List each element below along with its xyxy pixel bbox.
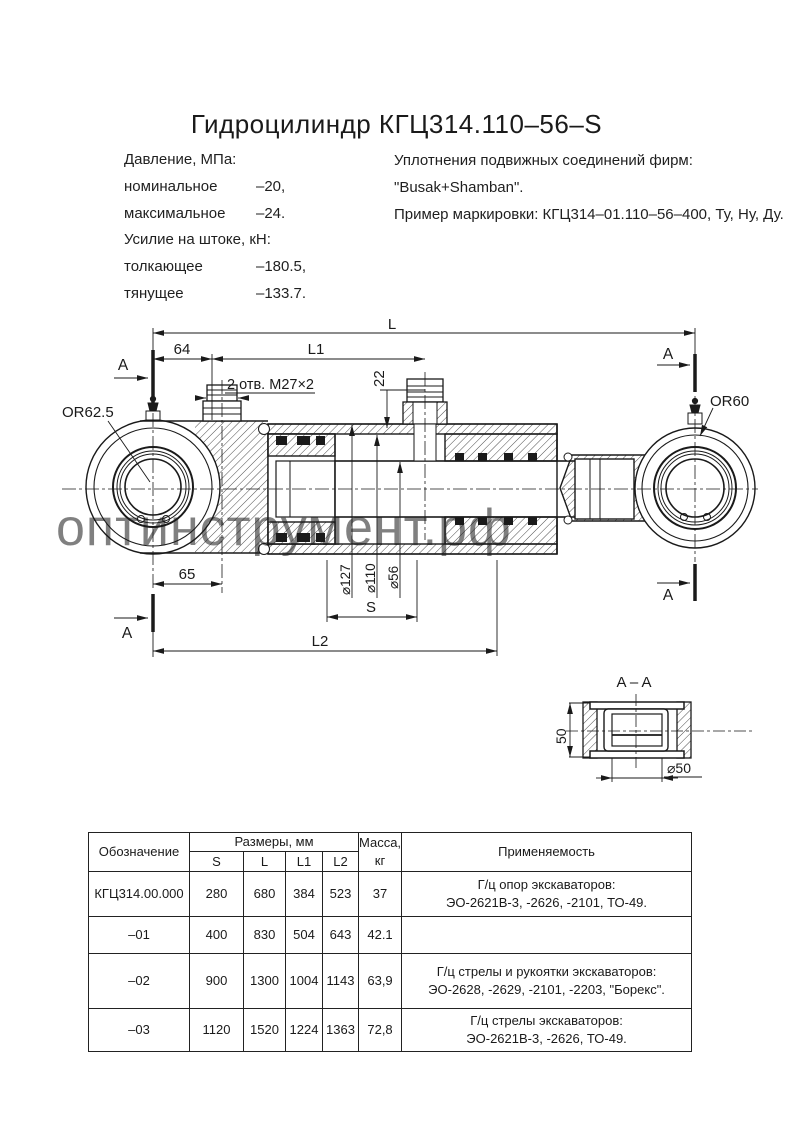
cell-l: 1300 <box>244 954 286 1009</box>
cell-designation: –02 <box>89 954 190 1009</box>
col-header-l: L <box>244 852 286 872</box>
dim-L1-label: L1 <box>307 341 325 358</box>
cell-l2: 643 <box>323 917 359 954</box>
col-header-l2: L2 <box>323 852 359 872</box>
size-table <box>88 832 692 1052</box>
table-row <box>89 917 692 954</box>
section-mark-letter: A <box>121 625 133 642</box>
col-header-mass: Масса, кг <box>359 833 402 872</box>
dim-22-label: 22 <box>371 370 388 387</box>
dim-64-label: 64 <box>173 341 191 358</box>
cell-designation: –01 <box>89 917 190 954</box>
or-right-label: OR60 <box>710 393 750 410</box>
or-left-label: OR62.5 <box>62 404 114 421</box>
cell-s: 1120 <box>190 1009 244 1052</box>
section-mark-letter: A <box>662 346 674 363</box>
dia-127-label: ⌀127 <box>338 564 353 595</box>
section-mark-letter: A <box>117 357 129 374</box>
cell-mass: 63,9 <box>359 954 402 1009</box>
spec-value: –24. <box>256 204 286 222</box>
ports-label: 2 отв. М27×2 <box>227 377 314 393</box>
cell-mass: 72,8 <box>359 1009 402 1052</box>
col-header-l1: L1 <box>286 852 323 872</box>
col-header-application: Применяемость <box>402 833 692 872</box>
cell-application <box>402 917 692 954</box>
cell-l1: 1224 <box>286 1009 323 1052</box>
col-header-designation: Обозначение <box>89 833 190 872</box>
cell-l2: 1363 <box>323 1009 359 1052</box>
force-header: Усилие на штоке, кН: <box>124 231 271 249</box>
dim-50-label: 50 <box>553 728 569 744</box>
section-mark-letter: A <box>662 587 674 604</box>
cell-application: Г/ц стрелы экскаваторов: ЭО-2621В-3, -2626, ТО-49. <box>402 1009 692 1052</box>
spec-label: номинальное <box>124 177 218 195</box>
dim-65-label: 65 <box>178 566 196 583</box>
spec-label: тянущее <box>124 284 184 302</box>
cell-l: 1520 <box>244 1009 286 1052</box>
cell-l1: 504 <box>286 917 323 954</box>
pressure-header: Давление, МПа: <box>124 151 237 168</box>
dia-110-label: ⌀110 <box>363 563 378 593</box>
cell-designation: КГЦ314.00.000 <box>89 872 190 917</box>
dia-50-label: ⌀50 <box>667 760 692 776</box>
page-title: Гидроцилиндр КГЦ314.110–56–S <box>190 109 603 140</box>
dia-56-label: ⌀56 <box>386 565 401 589</box>
cell-mass: 42.1 <box>359 917 402 954</box>
cell-application: Г/ц стрелы и рукоятки экскаваторов: ЭО-2628, -2629, -2101, -2203, "Борекс". <box>402 954 692 1009</box>
dim-L2-label: L2 <box>311 633 329 650</box>
cell-s: 900 <box>190 954 244 1009</box>
spec-value: –180.5, <box>256 258 307 276</box>
note-line: "Busak+Shamban". <box>394 179 524 196</box>
cell-l1: 1004 <box>286 954 323 1009</box>
spec-label: толкающее <box>124 258 203 276</box>
cell-l: 680 <box>244 872 286 917</box>
cell-s: 280 <box>190 872 244 917</box>
spec-value: –133.7. <box>256 284 307 302</box>
table-row <box>89 1009 692 1052</box>
note-line: Пример маркировки: КГЦ314–01.110–56–400, Ту, Ну, Ду. <box>394 206 784 223</box>
cell-l1: 384 <box>286 872 323 917</box>
col-header-sizes: Размеры, мм <box>190 833 359 852</box>
table-row <box>89 954 692 1009</box>
spec-value: –20, <box>256 177 286 195</box>
cell-l: 830 <box>244 917 286 954</box>
cell-l2: 1143 <box>323 954 359 1009</box>
section-view <box>553 674 752 782</box>
dim-S-label: S <box>365 599 377 616</box>
cell-application: Г/ц опор экскаваторов: ЭО-2621В-3, -2626, -2101, ТО-49. <box>402 872 692 917</box>
section-title: A – A <box>616 674 652 691</box>
col-header-s: S <box>190 852 244 872</box>
cell-s: 400 <box>190 917 244 954</box>
table-row <box>89 872 692 917</box>
cell-designation: –03 <box>89 1009 190 1052</box>
dim-L-label: L <box>387 316 397 333</box>
cell-l2: 523 <box>323 872 359 917</box>
watermark: оптинструмент.рф <box>56 499 512 557</box>
cell-mass: 37 <box>359 872 402 917</box>
spec-label: максимальное <box>124 204 226 222</box>
note-line: Уплотнения подвижных соединений фирм: <box>394 152 693 169</box>
